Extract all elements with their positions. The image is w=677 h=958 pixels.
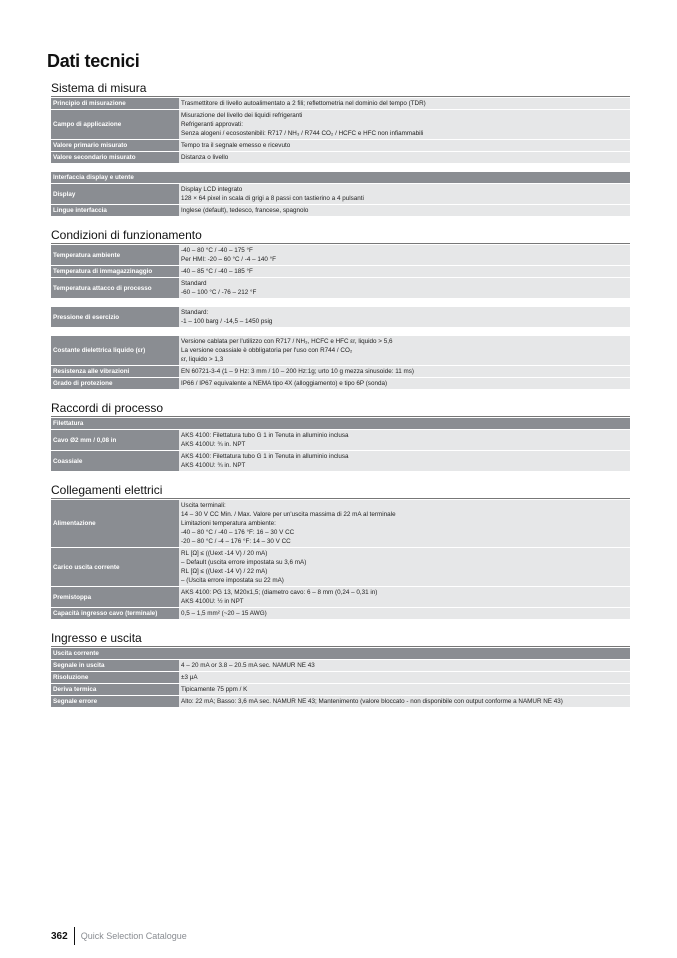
spec-value [179,278,630,298]
spec-value [179,587,630,607]
spec-value-line: -40 – 80 °C / -40 – 175 °F [181,247,253,254]
section [51,389,630,472]
spec-value-line: RL [Ω] ≤ ((Uext -14 V) / 22 mA) [181,568,268,575]
spec-label: Deriva termica [51,684,179,695]
spec-label: Coassiale [51,451,179,471]
page-footer [51,926,187,946]
section [51,216,630,390]
section [51,471,630,620]
spec-row [51,266,630,277]
spec-value-line: Limitazioni temperatura ambiente: [181,520,276,527]
spec-value-line: 4 – 20 mA or 3.8 – 20.5 mA sec. NAMUR NE 43 [181,662,315,669]
spec-row [51,110,630,139]
spec-value-line: La versione coassiale è obbligatoria per l'uso con R744 / CO₂ [181,347,353,354]
spec-value-line: -1 – 100 barg / -14,5 – 1450 psig [181,318,273,325]
spec-value-line: Uscita terminali: [181,502,226,509]
spec-label: Capacità ingresso cavo (terminale) [51,608,179,619]
spec-value [179,378,630,389]
spec-value [179,140,630,151]
spec-value-line: ±3 μA [181,674,198,681]
section-title: Condizioni di funzionamento [51,228,630,244]
spec-value [179,152,630,163]
spec-row [51,587,630,607]
spec-value-line: AKS 4100: PG 13, M20x1,5; (diametro cavo: 6 – 8 mm (0,24 – 0,31 in) [181,589,378,596]
section-gap [51,389,630,401]
spec-value-line: -40 – 80 °C / -40 – 176 °F: 16 – 30 V CC [181,529,295,536]
spec-value [179,684,630,695]
section-title: Raccordi di processo [51,401,630,417]
spec-label: Display [51,184,179,204]
spec-label: Temperatura ambiente [51,245,179,265]
spec-value-line: AKS 4100: Filettatura tubo G 1 in Tenuta in alluminio inclusa [181,432,349,439]
spec-value-line: – (Uscita errore impostata su 22 mA) [181,577,284,584]
spec-label: Temperatura di immagazzinaggio [51,266,179,277]
spec-value-line: Distanza o livello [181,154,229,161]
section [51,619,630,708]
spec-value-line: AKS 4100U: ¾ in. NPT [181,462,246,469]
spec-value [179,205,630,216]
spec-row [51,378,630,389]
spec-row [51,366,630,377]
section-gap [51,471,630,483]
spec-value-line: Misurazione del livello dei liquidi refrigeranti [181,112,303,119]
spec-value-line: Tempo tra il segnale emesso e ricevuto [181,142,291,149]
spec-row [51,278,630,298]
spec-row [51,500,630,547]
section-gap [51,619,630,631]
spec-table [51,499,630,620]
spec-value [179,430,630,450]
spec-label: Temperatura attacco di processo [51,278,179,298]
spec-value [179,608,630,619]
group-header-label: Uscita corrente [51,648,630,659]
spec-row [51,672,630,683]
group-header [51,418,630,429]
spec-label: Risoluzione [51,672,179,683]
spec-value-line: RL [Ω] ≤ ((Uext -14 V) / 20 mA) [181,550,268,557]
spec-value-line: IP66 / IP67 equivalente a NEMA tipo 4X (alloggiamento) e tipo 6P (sonda) [181,380,388,387]
spec-label: Valore primario misurato [51,140,179,151]
spec-row [51,307,630,327]
spec-value-line: AKS 4100U: ½ in NPT [181,598,244,605]
spec-value-line: Inglese (default), tedesco, francese, spagnolo [181,207,309,214]
spec-label: Principio di misurazione [51,98,179,109]
spec-table [51,97,630,164]
spec-value-line: AKS 4100: Filettatura tubo G 1 in Tenuta in alluminio inclusa [181,453,349,460]
spec-table [51,244,630,299]
spec-value [179,336,630,365]
spec-value [179,184,630,204]
spec-value-line: -40 – 85 °C / -40 – 185 °F [181,268,253,275]
spec-value-line: Tipicamente 75 ppm / K [181,686,248,693]
spec-table [51,417,630,472]
spec-value [179,696,630,707]
spec-value [179,98,630,109]
spec-row [51,548,630,586]
spec-value-line: Standard: [181,309,209,316]
spec-table [51,335,630,390]
spec-row [51,451,630,471]
section [51,81,630,217]
spec-value-line: -60 – 100 °C / -76 – 212 °F [181,289,257,296]
spec-row [51,660,630,671]
page-title: Dati tecnici [47,51,140,71]
section-gap [51,216,630,228]
spec-value-line: Trasmettitore di livello autoalimentato a 2 fili; reflettometria nel dominio del tempo (TDR) [181,100,426,107]
spec-value-line: Refrigeranti approvati: [181,121,243,128]
spec-value-line: Per HMI: -20 – 60 °C / -4 – 140 °F [181,256,276,263]
spec-value-line: εr, liquido > 1,3 [181,356,224,363]
spec-label: Cavo Ø2 mm / 0,08 in [51,430,179,450]
spec-row [51,205,630,216]
group-header [51,172,630,183]
spec-label: Campo di applicazione [51,110,179,139]
spec-value-line: Standard [181,280,207,287]
spec-value-line: Display LCD integrato [181,186,243,193]
spec-label: Lingue interfaccia [51,205,179,216]
spec-label: Valore secondario misurato [51,152,179,163]
spec-value-line: -20 – 80 °C / -4 – 176 °F: 14 – 30 V CC [181,538,291,545]
spec-value-line: Alto: 22 mA; Basso: 3,6 mA sec. NAMUR NE 43; Mantenimento (valore bloccato - non disponibile con output conforme a NAMUR NE 43) [181,698,563,705]
spec-value-line: EN 60721-3-4 (1 – 9 Hz: 3 mm / 10 – 200 Hz:1g; urto 10 g mezza sinusoide: 11 ms) [181,368,414,375]
spec-value-line: Senza alogeni / ecosostenibili: R717 / NH₃ / R744 CO₂ / HCFC e HFC non infiammabili [181,130,424,137]
spec-value-line: 128 × 64 pixel in scala di grigi a 8 passi con tastierino a 4 pulsanti [181,195,364,202]
spec-value-line: AKS 4100U: ¾ in. NPT [181,441,246,448]
spec-value-line: 0,5 – 1,5 mm² (~20 – 15 AWG) [181,610,267,617]
spec-row [51,608,630,619]
spec-value [179,110,630,139]
spec-label: Alimentazione [51,500,179,547]
group-header-label: Interfaccia display e utente [51,172,630,183]
spec-value [179,660,630,671]
spec-value [179,266,630,277]
spec-value [179,307,630,327]
spec-value-line: Versione cablata per l'utilizzo con R717 / NH₃, HCFC e HFC εr, liquido > 5,6 [181,338,393,345]
spec-table [51,306,630,328]
spec-row [51,684,630,695]
spec-value [179,548,630,586]
spec-label: Grado di protezione [51,378,179,389]
page-number: 362 [51,930,68,942]
footer-divider [74,927,75,945]
spec-row [51,696,630,707]
spec-label: Resistenza alle vibrazioni [51,366,179,377]
section-title: Ingresso e uscita [51,631,630,647]
spec-row [51,98,630,109]
spec-value [179,500,630,547]
spec-value [179,451,630,471]
spec-row [51,184,630,204]
catalogue-name: Quick Selection Catalogue [80,931,187,941]
spec-row [51,140,630,151]
spec-label: Carico uscita corrente [51,548,179,586]
spec-row [51,245,630,265]
spec-table [51,647,630,708]
spec-label: Segnale in uscita [51,660,179,671]
spec-content [51,81,630,707]
spec-row [51,152,630,163]
group-header-label: Filettatura [51,418,630,429]
spec-row [51,336,630,365]
spec-value [179,366,630,377]
spec-label: Costante dielettrica liquido (εr) [51,336,179,365]
section-title: Sistema di misura [51,81,630,97]
spec-label: Segnale errore [51,696,179,707]
spec-table [51,171,630,217]
spec-label: Pressione di esercizio [51,307,179,327]
spec-value [179,245,630,265]
spec-row [51,430,630,450]
section-title: Collegamenti elettrici [51,483,630,499]
group-header [51,648,630,659]
spec-value [179,672,630,683]
spec-label: Premistoppa [51,587,179,607]
spec-value-line: – Default (uscita errore impostata su 3,6 mA) [181,559,307,566]
spec-value-line: 14 – 30 V CC Min. / Max. Valore per un'uscita massima di 22 mA al terminale [181,511,396,518]
